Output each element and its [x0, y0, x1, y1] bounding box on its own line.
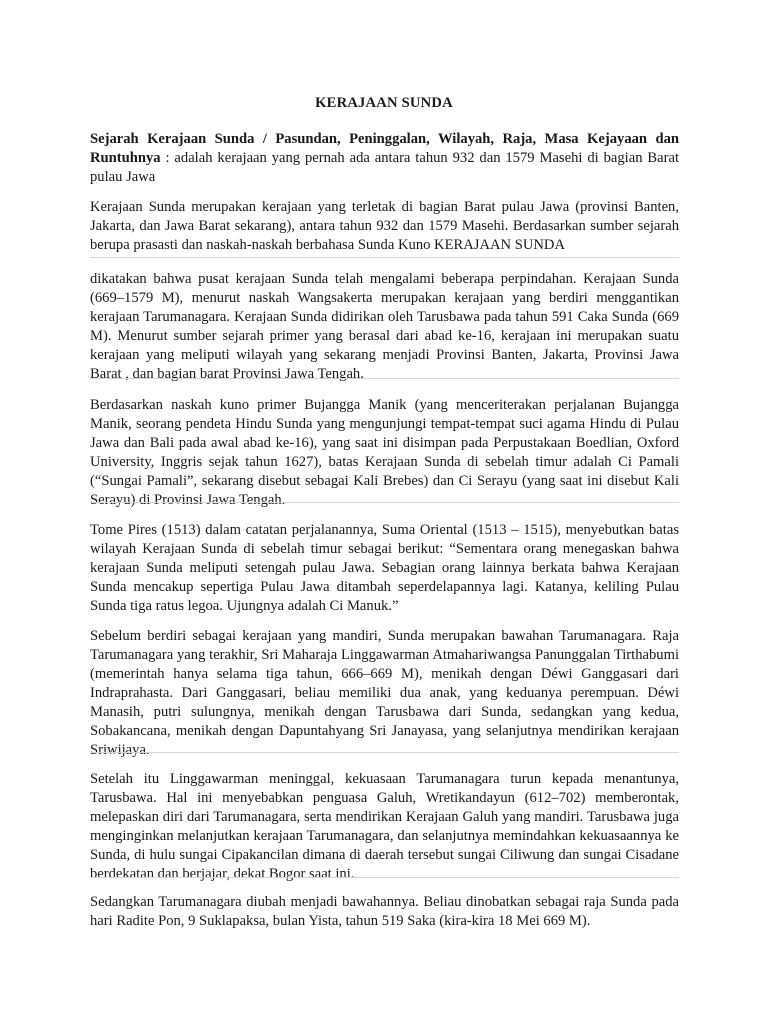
- page-separator: [90, 752, 679, 753]
- paragraph-2: dikatakan bahwa pusat kerajaan Sunda telah mengalami beberapa perpindahan. Kerajaan Sunda (669–1579 M), menurut naskah Wangsakerta merupakan kerajaan yang berdiri menggantikan kerajaan Tarumanagara. Kerajaan Sunda didirikan oleh Tarusbawa pada tahun 591 Caka Sunda (669 M). Menurut sumber sejarah primer yang berasal dari abad ke-16, kerajaan ini merupakan suatu kerajaan yang meliputi wilayah yang sekarang menjadi Provinsi Banten, Jakarta, Provinsi Jawa Barat , dan bagian barat Provinsi Jawa Tengah.: [90, 271, 679, 382]
- page-separator: [90, 877, 679, 878]
- paragraph-1: Kerajaan Sunda merupakan kerajaan yang terletak di bagian Barat pulau Jawa (provinsi Banten, Jakarta, dan Jawa Barat sekarang), antara tahun 932 dan 1579 Masehi. Berdasarkan sumber sejarah berupa prasasti dan naskah-naskah berbahasa Sunda Kuno KERAJAAN SUNDA: [90, 199, 679, 253]
- intro-rest: : adalah kerajaan yang pernah ada antara tahun 932 dan 1579 Masehi di bagian Barat pulau Jawa: [90, 150, 679, 185]
- intro-paragraph: [90, 130, 679, 187]
- intro-bold-lead: Sejarah Kerajaan Sunda / Pasundan, Peninggalan, Wilayah, Raja, Masa Kejayaan dan Runtuhnya: [90, 131, 679, 166]
- paragraph-7: Sedangkan Tarumanagara diubah menjadi bawahannya. Beliau dinobatkan sebagai raja Sunda pada hari Radite Pon, 9 Suklapaksa, bulan Yista, tahun 519 Saka (kira-kira 18 Mei 669 M).: [90, 894, 679, 929]
- paragraph-5: Sebelum berdiri sebagai kerajaan yang mandiri, Sunda merupakan bawahan Tarumanagara. Raja Tarumanagara yang terakhir, Sri Maharaja Linggawarman Atmahariwangsa Panunggalan Tirthabumi (memerintah hanya selama tiga tahun, 666–669 M), menikah dengan Déwi Ganggasari dari Indraprahasta. Dari Ganggasari, beliau memiliki dua anak, yang keduanya perempuan. Déwi Manasih, putri sulungnya, menikah dengan Tarusbawa dari Sunda, sedangkan yang kedua, Sobakancana, menikah dengan Dapuntahyang Sri Janayasa, yang selanjutnya mendirikan kerajaan Sriwijaya.: [90, 628, 679, 758]
- paragraph-3: Berdasarkan naskah kuno primer Bujangga Manik (yang menceriterakan perjalanan Bujangga Manik, seorang pendeta Hindu Sunda yang mengunjungi tempat-tempat suci agama Hindu di Pulau Jawa dan Bali pada awal abad ke-16), yang saat ini disimpan pada Perpustakaan Boedlian, Oxford University, Inggris sejak tahun 1627), batas Kerajaan Sunda di sebelah timur adalah Ci Pamali (“Sungai Pamali”, sekarang disebut sebagai Kali Brebes) dan Ci Serayu (yang saat ini disebut Kali Serayu) di Provinsi Jawa Tengah.: [90, 397, 679, 508]
- page-separator: [90, 257, 679, 258]
- paragraph-6: Setelah itu Linggawarman meninggal, kekuasaan Tarumanagara turun kepada menantunya, Tarusbawa. Hal ini menyebabkan penguasa Galuh, Wretikandayun (612–702) memberontak, melepaskan diri dari Tarumanagara, serta mendirikan Kerajaan Galuh yang mandiri. Tarusbawa juga menginginkan melanjutkan kerajaan Tarumanagara, dan selanjutnya memindahkan kekuasaannya ke Sunda, di hulu sungai Cipakancilan dimana di daerah tersebut sungai Ciliwung dan sungai Cisadane berdekatan dan berjajar, dekat Bogor saat ini.: [90, 771, 679, 882]
- paragraph-4: Tome Pires (1513) dalam catatan perjalanannya, Suma Oriental (1513 – 1515), menyebutkan batas wilayah Kerajaan Sunda di sebelah timur sebagai berikut: “Sementara orang menegaskan bahwa kerajaan Sunda meliputi setengah pulau Jawa. Sebagian orang lainnya berkata bahwa Kerajaan Sunda mencakup sepertiga Pulau Jawa ditambah seperdelapannya lagi. Katanya, keliling Pulau Sunda tiga ratus legoa. Ujungnya adalah Ci Manuk.”: [90, 522, 679, 614]
- document-title: KERAJAAN SUNDA: [315, 95, 453, 111]
- page-separator: [90, 502, 679, 503]
- page-separator: [90, 378, 679, 379]
